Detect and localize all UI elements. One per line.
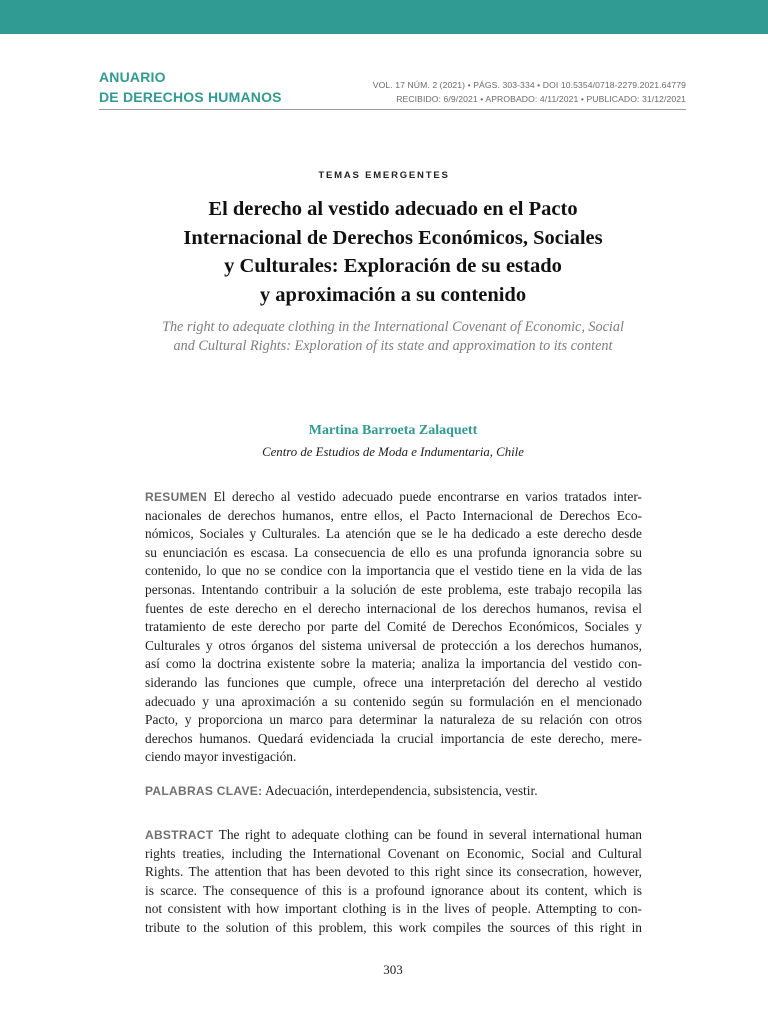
journal-name [99, 67, 282, 107]
resumen-line: El derecho al vestido adecuado puede encontrarse en varios tratados inter- [213, 489, 642, 504]
section-label: TEMAS EMERGENTES [318, 170, 450, 181]
abstract-block [145, 826, 642, 938]
journal-name-line2: DE DERECHOS HUMANOS [99, 89, 282, 105]
english-title [120, 318, 666, 356]
abstract-line: is scarce. The consequence of this is a profound ignorance about its content, which is [145, 882, 642, 898]
resumen-line: adecuado y una aproximación a su contenido según su formulación en el mencionado [145, 693, 642, 709]
resumen-line: su enunciación es escasa. La consecuencia de ello es una profunda ignorancia sobre su [145, 544, 642, 560]
title-line: El derecho al vestido adecuado en el Pacto [208, 198, 578, 220]
keywords-label: PALABRAS CLAVE: [145, 784, 263, 798]
keywords-text: Adecuación, interdependencia, subsistencia, vestir. [265, 783, 538, 798]
abstract-line: not consistent with how important clothing is in the lives of people. Attempting to con- [145, 901, 642, 917]
abstract-line: Rights. The attention that has been devoted to this right since its consecration, however, [145, 864, 642, 880]
english-title-line: and Cultural Rights: Exploration of its state and approximation to its content [173, 338, 613, 354]
resumen-line: contenido, lo que no se condice con la importancia que el vestido tiene en la vida de las [145, 563, 642, 579]
resumen-line: así como la doctrina existente sobre la materia; analiza la importancia del vestido con- [145, 656, 642, 672]
journal-name-line1: ANUARIO [99, 69, 166, 85]
page-number: 303 [383, 962, 403, 977]
resumen-line: fuentes de este derecho en el derecho internacional de los derechos humanos, revisa el [145, 600, 642, 616]
title-line: y Culturales: Exploración de su estado [224, 255, 562, 277]
resumen-line: siderando las funciones que cumple, ofrece una interpretación del derecho al vestido [145, 674, 642, 690]
resumen-line: nómicos, Sociales y Culturales. La atención que se le ha dedicado a este derecho desde [145, 526, 642, 542]
resumen-line: nacionales de derechos humanos, entre ellos, el Pacto Internacional de Derechos Eco- [145, 507, 642, 523]
resumen-line: tratamiento de este derecho por parte del Comité de Derechos Económicos, Sociales y [145, 619, 642, 635]
top-color-bar [0, 0, 768, 34]
abstract-label: ABSTRACT [145, 828, 214, 842]
resumen-line: ciendo mayor investigación. [145, 749, 297, 765]
resumen-label: RESUMEN [145, 490, 208, 504]
publication-metadata [373, 79, 686, 106]
resumen-block [145, 488, 642, 767]
abstract-line: The right to adequate clothing can be found in several international human [218, 827, 643, 842]
author-name: Martina Barroeta Zalaquett [308, 423, 478, 438]
publication-dates: RECIBIDO: 6/9/2021 • APROBADO: 4/11/2021 • PUBLICADO: 31/12/2021 [396, 93, 686, 104]
resumen-line: Pacto, y proporciona un marco para determinar la naturaleza de su relación con otros [145, 712, 642, 728]
abstract-line: tribute to the solution of this problem, this work compiles the sources of this right in [145, 919, 642, 935]
volume-pages-doi: VOL. 17 NÚM. 2 (2021) • PÁGS. 303-334 • DOI 10.5354/0718-2279.2021.64779 [372, 80, 686, 90]
title-line: y aproximación a su contenido [259, 283, 527, 306]
article-title [120, 195, 666, 309]
abstract-line: rights treaties, including the International Covenant on Economic, Social and Cultural [145, 845, 642, 861]
resumen-line: Culturales y otros órganos del sistema universal de protección a los derechos humanos, [145, 637, 642, 653]
author-affiliation: Centro de Estudios de Moda e Indumentaria, Chile [262, 445, 524, 459]
keywords [145, 783, 538, 799]
english-title-line: The right to adequate clothing in the International Covenant of Economic, Social [162, 319, 624, 335]
resumen-line: derechos humanos. Quedará evidenciada la crucial importancia de este derecho, mere- [145, 730, 642, 746]
resumen-line: personas. Intentando contribuir a la solución de este problema, este trabajo recopila las [145, 581, 642, 597]
title-line: Internacional de Derechos Económicos, Sociales [183, 226, 603, 249]
header-divider [99, 109, 686, 110]
